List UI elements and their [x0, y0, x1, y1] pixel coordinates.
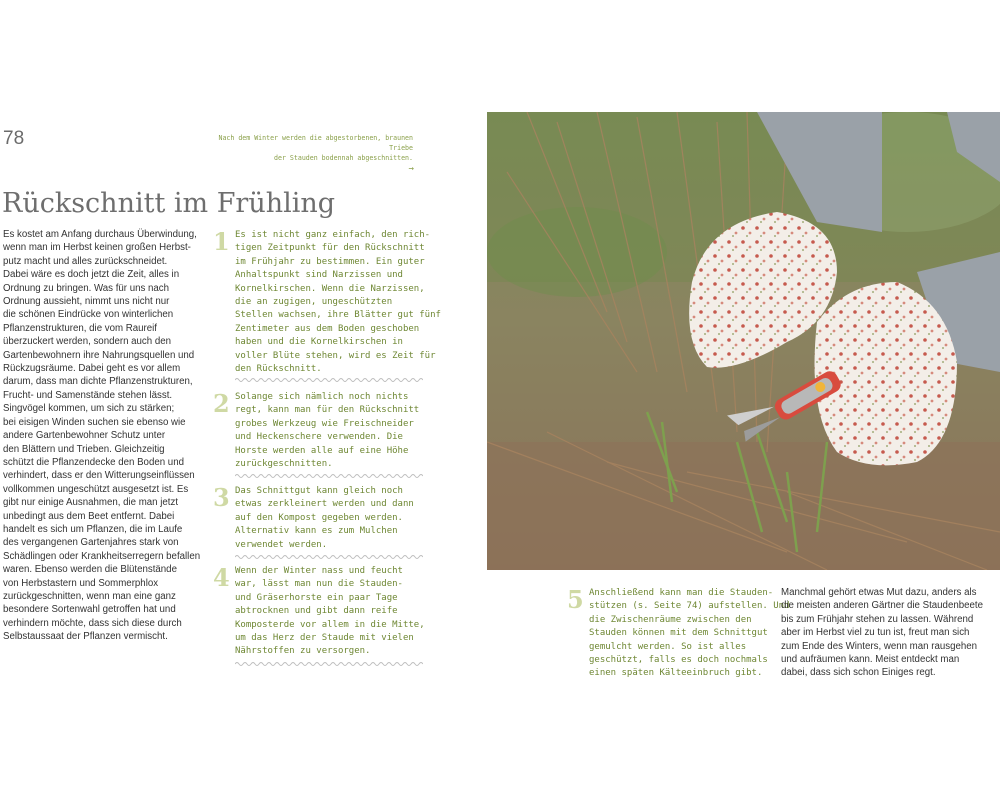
text-line: zurückgeschnitten, wenn man eine ganz [3, 590, 176, 602]
text-line: etwas zerkleinert werden und dann [235, 499, 414, 510]
text-line: Schädlingen oder Krankheitserregern befallen [3, 550, 201, 562]
text-line: auf den Kompost gegeben werden. [235, 512, 403, 523]
step-number: 5 [567, 585, 584, 614]
text-line: Rückzugsräume. Dabei geht es vor allem [3, 363, 181, 375]
text-line: Das Schnittgut kann gleich noch [235, 486, 403, 496]
text-line: Manchmal gehört etwas Mut dazu, anders als [781, 587, 977, 598]
text-line: verhindern möchte, dass sich diese durch [3, 617, 182, 629]
text-line: den Blättern und Trieben. Gleichzeitig [3, 443, 165, 455]
arrow-right-icon: → [408, 164, 413, 174]
wave-divider [235, 661, 423, 667]
text-line: bei eisigen Winden suchen sie ebenso wie [3, 416, 186, 428]
step-text [235, 229, 441, 376]
step-text [235, 565, 425, 659]
text-line: Zentimeter aus dem Boden geschoben [235, 323, 420, 334]
text-line: Ordnung aussieht, nimmt uns nicht nur [3, 296, 170, 308]
text-line: verwendet werden. [235, 539, 328, 550]
text-line: Anhaltspunkt sind Narzissen und [235, 270, 403, 281]
text-line: Kornelkirschen. Wenn die Narzissen, [235, 283, 425, 294]
text-line: dabei, dass sich schon Einiges regt. [781, 667, 936, 679]
text-line: einen späten Kälteeinbruch gibt. [589, 668, 763, 679]
text-line: haben und die Kornelkirschen in [235, 337, 403, 348]
photo-illustration [487, 112, 1000, 570]
text-line: Stellen wachsen, ihre Blätter gut fünf [235, 310, 441, 321]
text-line: Ordnung zu bringen. Was für uns nach [3, 282, 170, 294]
page-title: Rückschnitt im Frühling [2, 188, 336, 220]
text-line: die meisten anderen Gärtner die Staudenbeete [781, 600, 983, 612]
text-line: Gartenbewohnern ihre Nahrungsquellen und [3, 349, 195, 361]
text-line: überzuckert werden, sondern auch den [3, 336, 172, 348]
text-line: Frucht- und Samenstände stehen lässt. [3, 389, 173, 401]
text-line: Es kostet am Anfang durchaus Überwindung, [3, 229, 197, 240]
text-line: und Heckenschere verwenden. Die [235, 432, 403, 443]
text-line: die an zugigen, ungeschützten [235, 297, 393, 308]
text-line: und aufräumen kann. Meist entdeckt man [781, 654, 960, 666]
text-line: waren. Ebenso werden die Blütenstände [3, 564, 177, 576]
caption-line: der Stauden bodennah abgeschnitten. [274, 154, 413, 162]
text-line: Wenn der Winter nass und feucht [235, 566, 403, 576]
text-line: gibt nur einige Ausnahmen, die man jetzt [3, 497, 179, 509]
text-line: Selbstaussaat der Pflanzen vermischt. [3, 631, 168, 643]
text-line: abtrocknen und gibt dann reife [235, 606, 398, 617]
text-line: war, lässt man nun die Stauden- [235, 579, 403, 590]
text-line: den Rückschnitt. [235, 364, 322, 375]
text-line: tigen Zeitpunkt für den Rückschnitt [235, 243, 425, 254]
text-line: schützt die Pflanzendecke den Boden und [3, 456, 184, 468]
wave-divider [235, 554, 423, 560]
text-line: handelt es sich um Pflanzen, die im Laufe [3, 523, 183, 535]
text-line: Singvögel kommen, um sich zu stärken; [3, 403, 175, 415]
text-line: Nährstoffen zu versorgen. [235, 646, 371, 657]
step-text [235, 485, 415, 552]
caption-line: Nach dem Winter werden die abgestorbenen, braunen Triebe [218, 134, 413, 152]
text-line: die Zwischenräume zwischen den [589, 614, 752, 625]
step-text [589, 587, 789, 681]
text-line: darum, dass man dichte Pflanzenstrukturen, [3, 376, 193, 388]
text-line: Es ist nicht ganz einfach, den rich- [235, 230, 431, 240]
text-line: um das Herz der Staude mit vielen [235, 633, 414, 644]
text-line: putz macht und alles zurückschneidet. [3, 255, 168, 267]
text-line: bis zum Frühjahr stehen zu lassen. Während [781, 613, 974, 625]
text-line: die schönen Eindrücke von winterlichen [3, 309, 174, 321]
text-line: Anschließend kann man die Stauden- [589, 588, 774, 598]
wave-divider [235, 377, 423, 383]
text-line: von Herbstastern und Sommerphlox [3, 577, 159, 589]
text-line: besondere Sortenwahl getroffen hat und [3, 604, 176, 616]
text-line: Komposterde vor allem in die Mitte, [235, 619, 425, 630]
photo-caption [205, 133, 413, 174]
text-line: verhindert, dass er den Witterungseinflüssen [3, 470, 195, 482]
text-line: Alternativ kann es zum Mulchen [235, 526, 398, 537]
step-number: 1 [213, 227, 230, 256]
text-line: im Frühjahr zu bestimmen. Ein guter [235, 256, 425, 267]
step-number: 2 [213, 389, 230, 418]
text-line: und Gräserhorste ein paar Tage [235, 592, 398, 603]
text-line: geschützt, falls es doch nochmals [589, 655, 768, 666]
text-line: zurückgeschnitten. [235, 459, 333, 470]
step-number: 4 [213, 563, 230, 592]
text-line: vollkommen ungeschützt ausgesetzt ist. Es [3, 483, 189, 495]
text-line: Horste werden alle auf eine Höhe [235, 445, 409, 456]
step-text [235, 391, 420, 471]
text-line: regt, kann man für den Rückschnitt [235, 405, 420, 416]
outro-paragraph [781, 586, 996, 680]
text-line: andere Gartenbewohner Schutz unter [3, 430, 166, 442]
text-line: Pflanzenstrukturen, die vom Raureif [3, 322, 157, 334]
text-line: unbedingt aus dem Beet entfernt. Dabei [3, 510, 175, 522]
text-line: aber im Herbst viel zu tun ist, freut man sich [781, 627, 970, 639]
text-line: des vergangenen Gartenjahres stark von [3, 537, 179, 549]
text-line: Solange sich nämlich noch nichts [235, 392, 409, 402]
text-line: wenn man im Herbst keinen großen Herbst- [3, 242, 191, 254]
text-line: grobes Werkzeug wie Freischneider [235, 418, 414, 429]
intro-paragraph [3, 228, 203, 644]
text-line: gemulcht werden. So ist alles [589, 641, 747, 652]
garden-photo [487, 112, 1000, 570]
wave-divider [235, 473, 423, 479]
text-line: Stauden können mit dem Schnittgut [589, 628, 768, 639]
step-number: 3 [213, 483, 230, 512]
page-number: 78 [3, 128, 25, 149]
text-line: zum Ende des Winters, wenn man rausgehen [781, 640, 978, 652]
text-line: stützen (s. Seite 74) aufstellen. Und [589, 601, 790, 612]
text-line: voller Blüte stehen, wird es Zeit für [235, 350, 436, 361]
text-line: Dabei wäre es doch jetzt die Zeit, alles in [3, 269, 180, 281]
